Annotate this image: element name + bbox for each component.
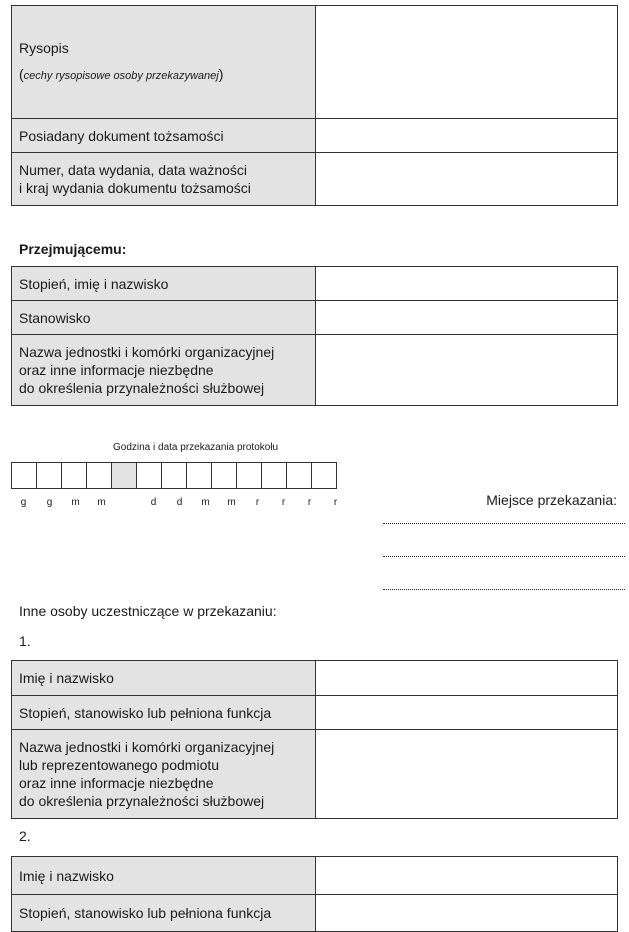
datetime-label: m <box>71 497 80 508</box>
miejsce-line-3[interactable] <box>383 588 625 590</box>
przejmujacy-table <box>11 266 618 406</box>
datetime-labels <box>11 497 349 508</box>
datetime-label: g <box>20 497 27 508</box>
datetime-cell[interactable] <box>186 462 212 489</box>
dokument-label: Posiadany dokument tożsamości <box>12 119 316 153</box>
datetime-label: d <box>150 497 157 508</box>
stopien-label: Stopień, imię i nazwisko <box>12 267 316 301</box>
datetime-label: r <box>281 497 286 508</box>
stanowisko-field[interactable] <box>316 301 618 335</box>
inne-heading: Inne osoby uczestniczące w przekazaniu: <box>19 603 277 619</box>
numer-dokumentu-label: Numer, data wydania, data ważności i kraj wydania dokumentu tożsamości <box>12 153 316 206</box>
person1-stopien-field[interactable] <box>316 696 618 730</box>
rysopis-note: (cechy rysopisowe osoby przekazywanej) <box>19 66 224 82</box>
person2-number: 2. <box>19 828 31 844</box>
person1-table <box>11 660 618 819</box>
datetime-cell[interactable] <box>11 462 37 489</box>
datetime-label: r <box>307 497 312 508</box>
miejsce-line-2[interactable] <box>383 555 625 557</box>
person1-imie-label: Imię i nazwisko <box>12 661 316 696</box>
datetime-cell[interactable] <box>261 462 287 489</box>
datetime-label: m <box>97 497 106 508</box>
miejsce-line-1[interactable] <box>383 522 625 524</box>
person1-jednostka-field[interactable] <box>316 730 618 819</box>
person2-stopien-label: Stopień, stanowisko lub pełniona funkcja <box>12 895 316 932</box>
person1-number: 1. <box>19 633 31 649</box>
datetime-label: r <box>333 497 338 508</box>
person2-table <box>11 856 618 932</box>
miejsce-label: Miejsce przekazania: <box>486 492 617 508</box>
person1-stopien-label: Stopień, stanowisko lub pełniona funkcja <box>12 696 316 730</box>
przejmujacy-heading: Przejmującemu: <box>19 241 127 257</box>
datetime-label: d <box>176 497 183 508</box>
person1-imie-field[interactable] <box>316 661 618 696</box>
datetime-grid <box>11 462 337 489</box>
datetime-cell[interactable] <box>36 462 62 489</box>
datetime-label: g <box>46 497 53 508</box>
stopien-field[interactable] <box>316 267 618 301</box>
rysopis-label: Rysopis <box>19 40 69 56</box>
dokument-field[interactable] <box>316 119 618 153</box>
datetime-cell[interactable] <box>236 462 262 489</box>
datetime-cell[interactable] <box>136 462 162 489</box>
datetime-cell[interactable] <box>311 462 337 489</box>
person-description-table <box>11 5 618 206</box>
rysopis-field[interactable] <box>316 6 618 119</box>
datetime-label: m <box>201 497 210 508</box>
person2-imie-label: Imię i nazwisko <box>12 857 316 895</box>
datetime-cell[interactable] <box>86 462 112 489</box>
rysopis-label-cell <box>12 6 316 119</box>
person2-imie-field[interactable] <box>316 857 618 895</box>
datetime-label: r <box>255 497 260 508</box>
jednostka-label: Nazwa jednostki i komórki organizacyjnej oraz inne informacje niezbędne do określenia przynależności służbowej <box>12 335 316 406</box>
datetime-cell[interactable] <box>286 462 312 489</box>
person1-jednostka-label: Nazwa jednostki i komórki organizacyjnej lub reprezentowanego podmiotu oraz inne informacje niezbędne do określenia przynależności służbowej <box>12 730 316 819</box>
datetime-label: m <box>227 497 236 508</box>
datetime-cell[interactable] <box>161 462 187 489</box>
datetime-separator-cell <box>111 462 137 489</box>
person2-stopien-field[interactable] <box>316 895 618 932</box>
numer-dokumentu-field[interactable] <box>316 153 618 206</box>
datetime-cell[interactable] <box>61 462 87 489</box>
datetime-cell[interactable] <box>211 462 237 489</box>
datetime-label <box>115 497 140 508</box>
jednostka-field[interactable] <box>316 335 618 406</box>
stanowisko-label: Stanowisko <box>12 301 316 335</box>
datetime-title: Godzina i data przekazania protokołu <box>113 442 279 453</box>
